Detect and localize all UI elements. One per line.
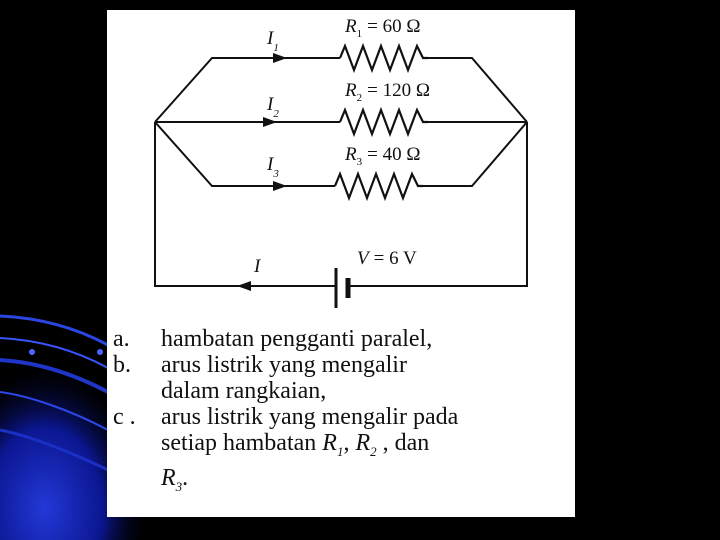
circuit-wires <box>155 58 527 286</box>
question-a-letter: a. <box>113 326 130 352</box>
question-b-line1: arus listrik yang mengalir <box>161 352 407 378</box>
var-r2: $R_2$ <box>355 430 377 459</box>
question-list <box>107 326 575 500</box>
label-r2: $R_2 = 120$ Ω <box>345 80 430 104</box>
question-c-line3: $R_3$. <box>161 464 189 494</box>
label-r1: $R_1 = 60$ Ω <box>345 16 421 40</box>
question-b-line2: dalam rangkaian, <box>161 378 327 404</box>
label-r3: $R_3 = 40$ Ω <box>345 144 421 168</box>
question-c-text <box>161 404 575 500</box>
battery <box>336 268 348 308</box>
question-c <box>107 404 575 500</box>
label-i2: $I_2$ <box>267 94 279 120</box>
circuit-diagram <box>107 10 575 320</box>
question-c-letter: c . <box>113 404 136 430</box>
question-c-line1: arus listrik yang mengalir pada <box>161 404 459 430</box>
question-a <box>107 326 575 352</box>
question-b-text <box>161 352 575 404</box>
problem-panel <box>107 10 575 517</box>
question-b-letter: b. <box>113 352 131 378</box>
resistor-r2 <box>340 110 428 134</box>
question-c-line2: setiap hambatan $R_1$, $R_2$ , dan <box>161 430 430 459</box>
resistor-r3 <box>335 174 423 198</box>
question-b <box>107 352 575 404</box>
var-r1: $R_1$ <box>322 430 344 459</box>
var-r3: $R_3$ <box>161 464 183 494</box>
question-a-text: hambatan pengganti paralel, <box>161 326 433 352</box>
label-voltage: V = 6 V <box>357 248 417 269</box>
resistor-r1 <box>340 46 428 70</box>
resistors <box>335 46 428 198</box>
label-i3: $I_3$ <box>267 154 279 180</box>
label-i-total: I <box>254 256 261 277</box>
label-i1: $I_1$ <box>267 28 279 54</box>
